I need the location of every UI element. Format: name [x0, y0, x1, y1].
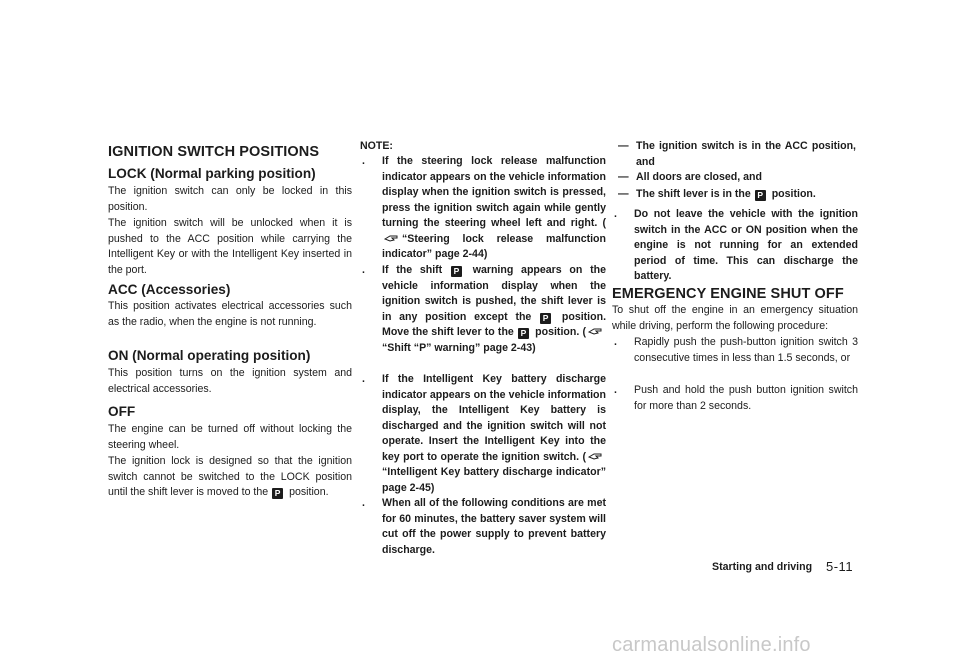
note-item-key-battery-ref: “Intelligent Key battery discharge indicator” page 2-45)	[382, 466, 606, 494]
note-item-shift-text-d: position. (	[535, 326, 586, 338]
paragraph-on: This position turns on the ignition system and electrical accessories.	[108, 367, 352, 395]
paragraph-lock-2: The ignition switch will be unlocked when it is pushed to the ACC position while carrying the Intelligent Key or with the Intelligent Key inserted in the port.	[108, 217, 352, 276]
paragraph-off-2-text-a: The ignition lock is designed so that the ignition switch cannot be switched to the LOCK position until the shift lever is moved to the	[108, 455, 352, 498]
bullet-icon: .	[614, 384, 617, 396]
note-item-shift-text-a: If the shift	[382, 264, 443, 276]
dash-icon: —	[618, 140, 629, 152]
note-item-shift-ref: “Shift “P” warning” page 2-43)	[382, 341, 536, 354]
footer-page-number: 5-11	[826, 559, 854, 574]
note-item-key-battery-text: If the Intelligent Key battery discharge indicator appears on the vehicle information display, the Intelligent Key battery is discharged and the ignition switch will not operate. Insert the Intelligent Key into the key port to operate the ignition switch. (	[382, 373, 606, 463]
subheading-off: OFF	[108, 404, 136, 419]
section-heading-ignition-switch-positions: IGNITION SWITCH POSITIONS	[108, 144, 320, 160]
reference-pointer-icon	[588, 326, 604, 336]
park-symbol-icon: P	[451, 266, 462, 277]
note-item-key-battery	[382, 372, 606, 496]
note-item-shift-text-c: position. Move the shift lever to the	[382, 310, 607, 338]
bullet-icon: .	[362, 155, 365, 167]
park-symbol-icon: P	[755, 190, 766, 201]
footer-section-name: Starting and driving	[712, 561, 813, 573]
bullet-icon: .	[614, 336, 617, 348]
condition-acc-position: The ignition switch is in the ACC position, and	[636, 140, 856, 168]
note-item-battery-saver: When all of the following conditions are met for 60 minutes, the battery saver system will cut off the power supply to prevent battery discharge.	[382, 497, 606, 556]
paragraph-off-2-text-b: position.	[289, 486, 329, 498]
watermark: carmanualsonline.info	[612, 634, 811, 656]
dash-icon: —	[618, 171, 629, 183]
dash-icon: —	[618, 188, 629, 200]
park-symbol-icon: P	[540, 313, 551, 324]
note-item-steering-lock-text: If the steering lock release malfunction indicator appears on the vehicle information display when the ignition switch is pressed, press the ignition switch again while gently turning the steering wheel left and right. (	[382, 155, 606, 229]
paragraph-off-2	[108, 454, 352, 501]
condition-shift-lever-text-b: position.	[771, 188, 816, 200]
paragraph-emergency: To shut off the engine in an emergency situation while driving, perform the following procedure:	[612, 304, 858, 332]
note-item-shift-warning	[382, 263, 606, 356]
bullet-icon: .	[362, 373, 365, 385]
procedure-rapid-push: Rapidly push the push-button ignition switch 3 consecutive times in less than 1.5 seconds, or	[634, 336, 858, 364]
condition-shift-lever	[636, 187, 856, 203]
note-item-steering-lock-ref: “Steering lock release malfunction indicator” page 2-44)	[382, 232, 606, 260]
bullet-icon: .	[362, 264, 365, 276]
park-symbol-icon: P	[272, 488, 283, 499]
condition-shift-lever-text-a: The shift lever is in the	[636, 188, 751, 200]
warning-do-not-leave: Do not leave the vehicle with the ignition switch in the ACC or ON position when the engine is not running for an extended period of time. This can discharge the battery.	[634, 208, 858, 282]
condition-doors-closed: All doors are closed, and	[636, 171, 762, 183]
reference-pointer-icon	[384, 233, 400, 243]
bullet-icon: .	[614, 208, 617, 220]
paragraph-acc: This position activates electrical accessories such as the radio, when the engine is not running.	[108, 300, 352, 328]
subheading-lock: LOCK (Normal parking position)	[108, 166, 316, 181]
paragraph-off-1: The engine can be turned off without locking the steering wheel.	[108, 423, 352, 451]
note-item-shift-text-b: warning appears on the vehicle information display when the ignition switch is pushed, the shift lever is in any position except the	[382, 264, 606, 323]
note-item-steering-lock	[382, 154, 606, 263]
paragraph-lock-1: The ignition switch can only be locked in this position.	[108, 185, 352, 213]
note-label: NOTE:	[360, 140, 393, 152]
section-heading-emergency-shut-off: EMERGENCY ENGINE SHUT OFF	[612, 286, 844, 302]
park-symbol-icon: P	[518, 328, 529, 339]
subheading-on: ON (Normal operating position)	[108, 348, 311, 363]
reference-pointer-icon	[588, 451, 604, 461]
subheading-acc: ACC (Accessories)	[108, 282, 231, 297]
procedure-push-hold: Push and hold the push button ignition switch for more than 2 seconds.	[634, 384, 858, 412]
bullet-icon: .	[362, 497, 365, 509]
